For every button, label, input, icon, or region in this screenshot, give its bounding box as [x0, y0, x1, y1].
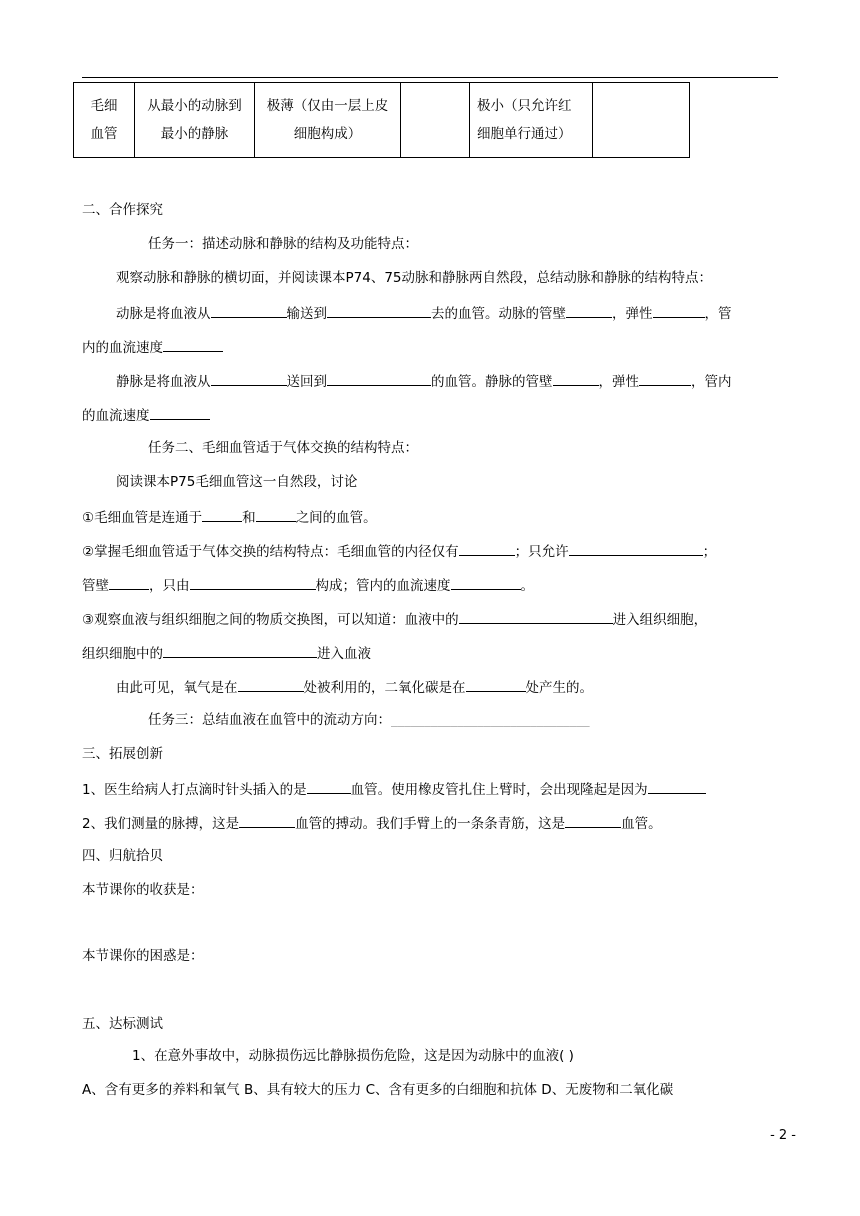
blank-line[interactable] [459, 608, 613, 624]
empty-cell [593, 83, 690, 158]
section-heading: 四、归航拾贝 [82, 848, 163, 864]
vein-question: 静脉是将血液从 送回到 的血管。静脉的管壁 ，弹性 ，管内 [116, 370, 732, 392]
capillary-table [73, 82, 690, 158]
section-heading: 五、达标测试 [82, 1016, 163, 1032]
read-instruction: 阅读课本P75毛细血管这一自然段，讨论 [116, 474, 358, 490]
test-options: A、含有更多的养料和氧气 B、具有较大的压力 C、含有更多的白细胞和抗体 D、无废物和二氧化碳 [82, 1082, 674, 1098]
task1-title: 任务一：描述动脉和静脉的结构及功能特点： [148, 236, 418, 252]
blank-line[interactable] [466, 676, 526, 692]
blank-line[interactable]: ______________________________ [391, 714, 590, 727]
diameter-line2: 细胞单行通过） [477, 126, 572, 142]
vein-question-cont: 的血流速度 [82, 404, 210, 426]
artery-question-cont: 内的血流速度 [82, 336, 223, 358]
blank-line[interactable] [451, 574, 521, 590]
blank-line[interactable] [163, 642, 317, 658]
header-rule [82, 77, 778, 78]
blank-line[interactable] [202, 506, 242, 522]
blank-line[interactable] [109, 574, 149, 590]
blank-line[interactable] [566, 302, 612, 318]
diameter-cell [470, 83, 593, 158]
blank-line[interactable] [653, 302, 705, 318]
distribution-cell [135, 83, 255, 158]
blank-line[interactable] [327, 302, 431, 318]
capillary-q2-cont: 管壁 ，只由 构成；管内的血流速度 。 [82, 574, 534, 596]
table-row [74, 83, 690, 158]
puzzle-prompt: 本节课你的困惑是： [82, 948, 204, 964]
observe-instruction: 观察动脉和静脉的横切面，并阅读课本P74、75动脉和静脉两自然段，总结动脉和静脉的结构特点： [116, 270, 712, 286]
vessel-name-line2: 血管 [90, 126, 118, 142]
vessel-name-cell [74, 83, 135, 158]
page-number: - 2 - [770, 1128, 796, 1143]
vessel-name-line1: 毛细 [90, 98, 118, 114]
conclusion: 由此可见，氧气是在 处被利用的，二氧化碳是在 处产生的。 [116, 676, 593, 698]
capillary-q2: ②掌握毛细血管适于气体交换的结构特点：毛细血管的内径仅有 ；只允许 ； [82, 540, 716, 562]
capillary-q3: ③观察血液与组织细胞之间的物质交换图，可以知道：血液中的 进入组织细胞， [82, 608, 707, 630]
gain-prompt: 本节课你的收获是： [82, 882, 204, 898]
capillary-q1: ①毛细血管是连通于 和 之间的血管。 [82, 506, 377, 528]
blank-line[interactable] [150, 404, 210, 420]
blank-line[interactable] [256, 506, 296, 522]
extend-q1: 1、医生给病人打点滴时针头插入的是 血管。使用橡皮管扎住上臂时，会出现隆起是因为 [82, 778, 706, 800]
wall-line2: 细胞构成） [293, 126, 362, 142]
section-heading: 二、合作探究 [82, 202, 163, 218]
extend-q2: 2、我们测量的脉搏，这是 血管的搏动。我们手臂上的一条条青筋，这是 血管。 [82, 812, 662, 834]
blank-line[interactable] [565, 812, 621, 828]
wall-line1: 极薄（仅由一层上皮 [266, 98, 389, 114]
test-question: 1、在意外事故中，动脉损伤远比静脉损伤危险，这是因为动脉中的血液( ) [132, 1048, 574, 1064]
task3: 任务三：总结血液在血管中的流动方向：______________________________ [148, 712, 590, 728]
blank-line[interactable] [211, 370, 287, 386]
blank-line[interactable] [648, 778, 706, 794]
blank-line[interactable] [569, 540, 703, 556]
blank-line[interactable] [190, 574, 316, 590]
capillary-q3-cont: 组织细胞中的 进入血液 [82, 642, 371, 664]
distribution-line2: 最小的静脉 [160, 126, 229, 142]
blank-line[interactable] [163, 336, 223, 352]
diameter-line1: 极小（只允许红 [477, 98, 572, 114]
blank-line[interactable] [239, 812, 295, 828]
section-heading: 三、拓展创新 [82, 746, 163, 762]
task2-title: 任务二、毛细血管适于气体交换的结构特点： [148, 440, 418, 456]
empty-cell [401, 83, 470, 158]
artery-question: 动脉是将血液从 输送到 去的血管。动脉的管壁 ，弹性 ，管 [116, 302, 732, 324]
blank-line[interactable] [327, 370, 431, 386]
blank-line[interactable] [639, 370, 691, 386]
blank-line[interactable] [211, 302, 287, 318]
blank-line[interactable] [459, 540, 515, 556]
wall-cell [255, 83, 401, 158]
blank-line[interactable] [238, 676, 304, 692]
blank-line[interactable] [307, 778, 351, 794]
blank-line[interactable] [553, 370, 599, 386]
distribution-line1: 从最小的动脉到 [147, 98, 242, 114]
